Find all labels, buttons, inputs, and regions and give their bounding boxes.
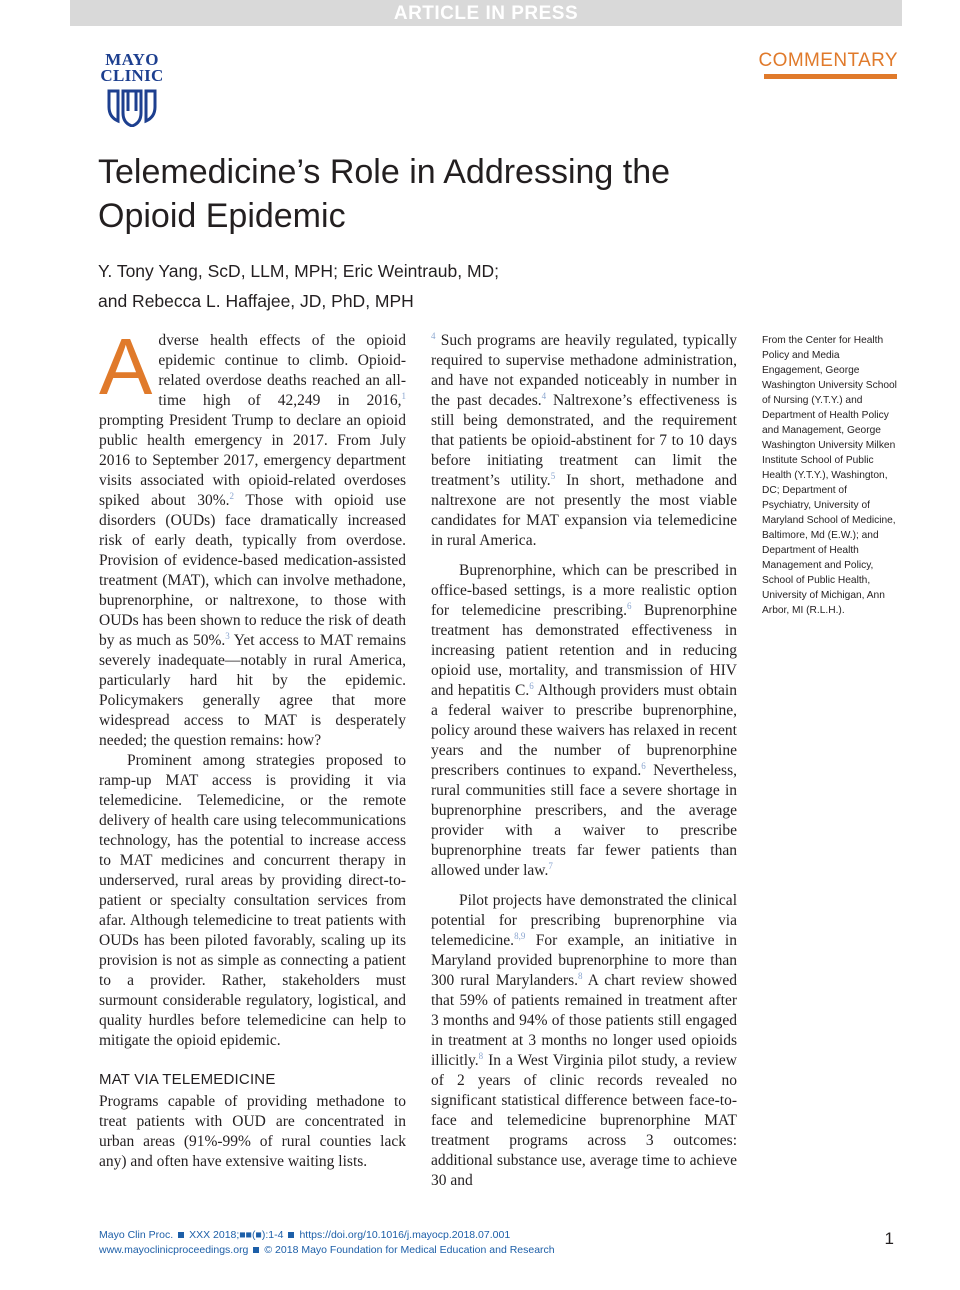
reference-link[interactable]: 1 [401,390,406,401]
square-bullet-icon [288,1232,294,1238]
body-paragraph-3-continued: $^4$ Such programs are heavily regulated, typically required to supervise methadone administration, and have not expanded noticeably in number in the past decades.$^4$ Naltrexone’s effectiveness is still being demonstrated, and the requirement that patients be opioid-abstinent for 7 to 10 days before initiating treatment can limit the treatment’s utility.$^5$ In short, methadone and naltrexone are not presently the most viable candidates for MAT expansion via telemedicine in rural America. [431,330,738,549]
reference-link[interactable]: 4 [431,330,436,341]
footer-publisher-line [99,1243,555,1258]
body-column-right [431,331,737,1191]
doi-link[interactable]: https://doi.org/10.1016/j.mayocp.2018.07.001 [299,1229,511,1241]
reference-link[interactable]: 7 [548,860,553,871]
square-bullet-icon [178,1232,184,1238]
page-footer [99,1228,555,1258]
author-affiliations: From the Center for Health Policy and Media Engagement, George Washington University School of Nursing (Y.T.Y.) and Department of Health Policy and Management, George Washington University Milken Institute School of Public Health (Y.T.Y.), Washington, DC; Department of Psychiatry, University of Maryland School of Medicine, Baltimore, Md (E.W.); and Department of Health Management and Policy, School of Public Health, University of Michigan, Ann Arbor, MI (R.L.H.). [762,335,897,616]
article-in-press-banner: ARTICLE IN PRESS [70,0,902,26]
article-title: Telemedicine’s Role in Addressing the Opioid Epidemic [98,153,671,235]
body-paragraph-2: Prominent among strategies proposed to ramp-up MAT access is providing it via telemedicine. Telemedicine, or the remote delivery of health care using telecommunications technology, has the potential to increase access to MAT medicines and concurrent therapy in underserved, rural areas by providing direct-to-patient or specialty consultation services from afar. Although telemedicine to treat patients with OUDs has been piloted favorably, scaling up its provision is not as simple as connecting a patient to a provider. Rather, stakeholders must surmount considerable regulatory, logistical, and quality hurdles before telemedicine can help to mitigate the opioid epidemic. [99,752,406,1049]
body-paragraph-1: Adverse health effects of the opioid epidemic continue to climb. Opioid-related overdose deaths reached an all-time high of 42,249 in 2016,$^1$ prompting President Trump to declare an opioid public health emergency in 2017. From July 2016 to September 2017, emergency department visits associated with opioid-related overdoses spiked about 30%.$^2$ Those with opioid use disorders (OUDs) face dramatically increased risk of early death, typically from overdose. Provision of evidence-based medication-assisted treatment (MAT), which can involve methadone, buprenorphine, or naltrexone, to those with OUDs has been shown to reduce the risk of death by as much as 50%.$^3$ Yet access to MAT remains severely inadequate—notably in rural America, particularly hard hit by the epidemic. Policymakers generally agree that more widespread access to MAT is desperately needed; the question remains: how? [99,322,407,749]
reference-link[interactable]: 4 [541,390,547,401]
reference-link[interactable]: 2 [229,490,234,501]
author-line-1: Y. Tony Yang, ScD, LLM, MPH; Eric Weintraub, MD; [98,261,500,281]
drop-cap: A [99,322,153,411]
logo-wordmark-line1: MAYO [105,50,159,69]
reference-link[interactable]: 8 [577,970,583,981]
reference-link[interactable]: 5 [550,470,556,481]
logo-wordmark-line2: CLINIC [100,66,164,85]
section-label-rule [764,74,897,79]
author-line-2: and Rebecca L. Haffajee, JD, PhD, MPH [98,291,414,311]
reference-link[interactable]: 8 [478,1050,484,1061]
body-paragraph-5: Pilot projects have demonstrated the clinical potential for prescribing buprenorphine via telemedicine.$^{8,9}$ For example, an initiative in Maryland provided buprenorphine to more than 300 rural Marylanders.$^8$ A chart review showed that 59% of patients remained in treatment after 3 months and 94% of those patients still engaged in treatment at 3 months no longer used opioids illicitly.$^8$ In a West Virginia pilot study, a review of 2 years of clinic records revealed no significant statistical difference between face-to-face and telemedicine buprenorphine MAT treatment programs across 3 outcomes: additional substance use, average time to achieve 30 and [431,892,737,1189]
mayo-clinic-logo [96,52,168,127]
section-label: COMMENTARY [758,50,898,71]
body-paragraph-3: Programs capable of providing methadone to treat patients with OUD are concentrated in urban areas (91%-99% of rural counties lack any) and often have extensive waiting lists. [99,1093,406,1170]
author-list [98,256,738,316]
reference-link[interactable]: 6 [641,760,646,771]
section-heading: MAT VIA TELEMEDICINE [99,1071,276,1088]
body-paragraph-4: Buprenorphine, which can be prescribed in office-based settings, is a more realistic option for telemedicine prescribing.$^6$ Buprenorphine treatment has demonstrated effectiveness in increasing patient retention and in reducing opioid use, mortality, and transmission of HIV and hepatitis C.$^6$ Although providers must obtain a federal waiver to prescribe buprenorphine, policy around these waivers has relaxed in recent years and the number of buprenorphine prescribers continues to expand.$^6$ Nevertheless, rural communities still face a severe shortage in buprenorphine prescribers, and the average provider with a waiver to prescribe buprenorphine treats far fewer patients than allowed under law.$^7$ [431,562,737,879]
journal-website-link[interactable]: www.mayoclinicproceedings.org [99,1244,249,1256]
reference-link[interactable]: 8,9 [514,930,526,941]
copyright-notice: © 2018 Mayo Foundation for Medical Education and Research [264,1244,555,1256]
reference-link[interactable]: 6 [529,680,534,691]
journal-name: Mayo Clin Proc. [99,1229,174,1241]
issue-info: XXX 2018;■■(■):1-4 [189,1229,284,1241]
footer-citation-line [99,1228,555,1243]
reference-link[interactable]: 6 [626,600,632,611]
page-number: 1 [884,1229,894,1248]
mayo-shields-icon [106,87,158,127]
body-column-left [99,322,407,1172]
square-bullet-icon [253,1247,259,1253]
reference-link[interactable]: 3 [225,630,230,641]
